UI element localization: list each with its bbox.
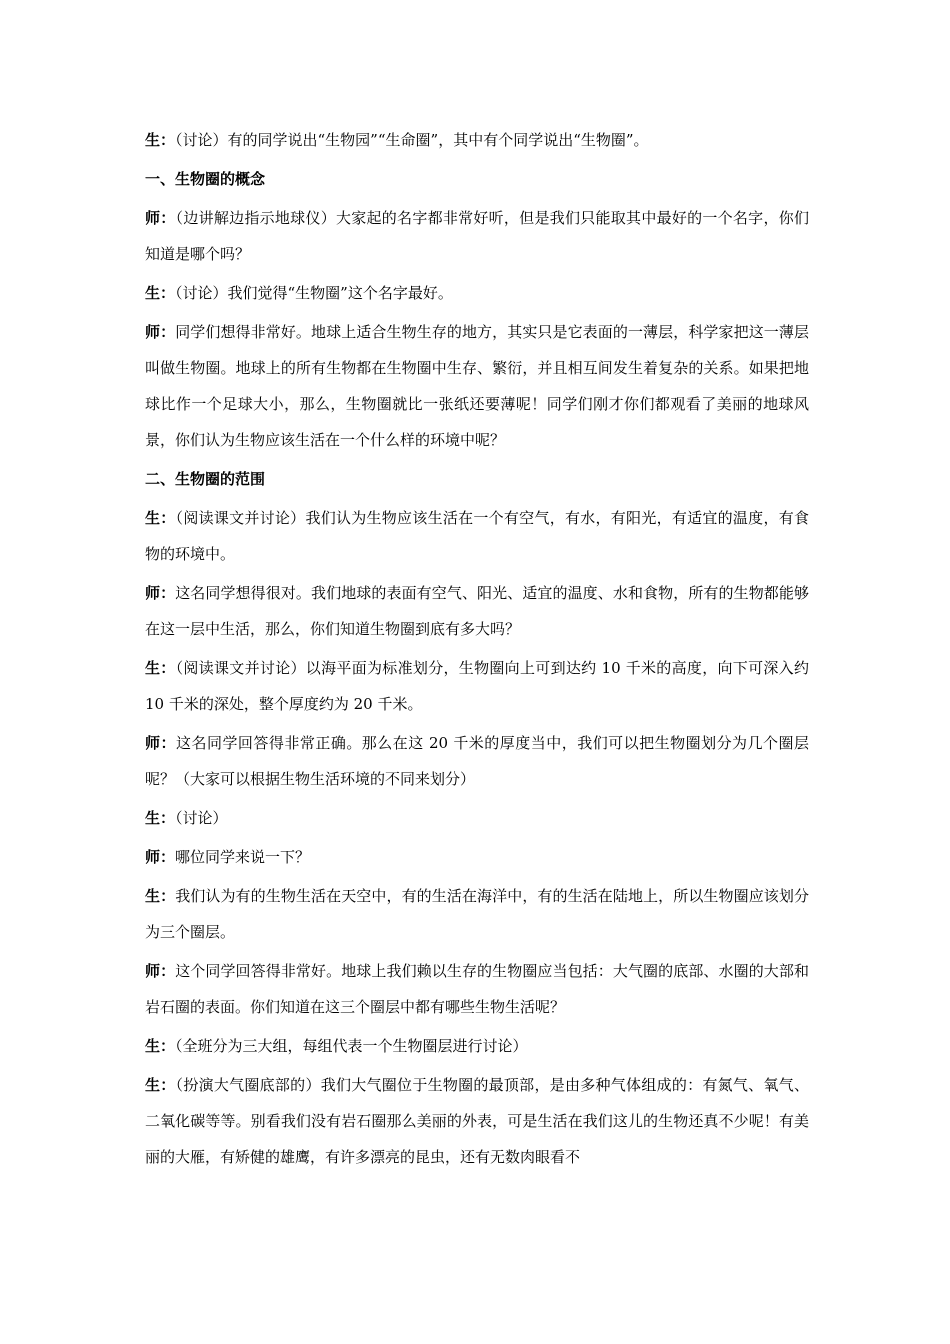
section-heading: 一、生物圈的概念: [145, 170, 266, 188]
dialogue-text: 这个同学回答得非常好。地球上我们赖以生存的生物圈应当包括：大气圈的底部、水圈的大部和岩石圈的表面。你们知道在这三个圈层中都有哪些生物生活呢？: [145, 962, 809, 1016]
dialogue-paragraph: [145, 575, 809, 647]
speaker-label: 师：: [145, 734, 176, 752]
dialogue-paragraph: [145, 122, 809, 158]
dialogue-text: 同学们想得非常好。地球上适合生物生存的地方，其实只是它表面的一薄层，科学家把这一薄层叫做生物圈。地球上的所有生物都在生物圈中生存、繁衍，并且相互间发生着复杂的关系。如果把地球比作一个足球大小，那么，生物圈就比一张纸还要薄呢！同学们刚才你们都观看了美丽的地球风景，你们认为生物应该生活在一个什么样的环境中呢？: [145, 323, 809, 449]
speaker-label: 师：: [145, 848, 176, 866]
speaker-label: 师：: [145, 962, 176, 980]
dialogue-text: （全班分为三大组，每组代表一个生物圈层进行讨论）: [175, 1037, 528, 1055]
dialogue-paragraph: [145, 650, 809, 722]
speaker-label: 生：: [145, 131, 176, 149]
dialogue-text: （阅读课文并讨论）以海平面为标准划分，生物圈向上可到达约 10 千米的高度，向下可深入约 10 千米的深处，整个厚度约为 20 千米。: [145, 659, 809, 713]
section-heading: 二、生物圈的范围: [145, 470, 266, 488]
speaker-label: 师：: [145, 323, 176, 341]
speaker-label: 生：: [145, 887, 176, 905]
dialogue-text: （扮演大气圈底部的）我们大气圈位于生物圈的最顶部，是由多种气体组成的：有氮气、氧气、二氧化碳等等。别看我们没有岩石圈那么美丽的外表，可是生活在我们这儿的生物还真不少呢！有美丽的大雁，有矫健的雄鹰，有许多漂亮的昆虫，还有无数肉眼看不: [145, 1076, 809, 1166]
dialogue-text: （讨论）我们觉得“生物圈”这个名字最好。: [175, 284, 453, 302]
speaker-label: 师：: [145, 209, 176, 227]
dialogue-paragraph: [145, 800, 809, 836]
dialogue-paragraph: [145, 725, 809, 797]
dialogue-paragraph: [145, 1067, 809, 1175]
dialogue-text: （阅读课文并讨论）我们认为生物应该生活在一个有空气，有水，有阳光，有适宜的温度，有食物的环境中。: [145, 509, 809, 563]
dialogue-paragraph: [145, 500, 809, 572]
dialogue-text: 这名同学想得很对。我们地球的表面有空气、阳光、适宜的温度、水和食物，所有的生物都能够在这一层中生活，那么，你们知道生物圈到底有多大吗？: [145, 584, 809, 638]
dialogue-paragraph: [145, 839, 809, 875]
dialogue-paragraph: [145, 275, 809, 311]
document-body: [145, 122, 809, 1178]
speaker-label: 生：: [145, 1076, 176, 1094]
dialogue-paragraph: [145, 200, 809, 272]
speaker-label: 生：: [145, 659, 176, 677]
speaker-label: 生：: [145, 284, 176, 302]
speaker-label: 生：: [145, 809, 176, 827]
dialogue-paragraph: [145, 1028, 809, 1064]
dialogue-paragraph: [145, 953, 809, 1025]
dialogue-text: 这名同学回答得非常正确。那么在这 20 千米的厚度当中，我们可以把生物圈划分为几个圈层呢？（大家可以根据生物生活环境的不同来划分）: [145, 734, 809, 788]
dialogue-text: 我们认为有的生物生活在天空中，有的生活在海洋中，有的生活在陆地上，所以生物圈应该划分为三个圈层。: [145, 887, 809, 941]
speaker-label: 师：: [145, 584, 176, 602]
dialogue-paragraph: [145, 314, 809, 458]
dialogue-text: （讨论）: [175, 809, 228, 827]
speaker-label: 生：: [145, 509, 176, 527]
dialogue-text: 哪位同学来说一下？: [175, 848, 311, 866]
dialogue-text: （讨论）有的同学说出“生物园”“生命圈”，其中有个同学说出“生物圈”。: [175, 131, 649, 149]
dialogue-paragraph: [145, 878, 809, 950]
dialogue-text: （边讲解边指示地球仪）大家起的名字都非常好听，但是我们只能取其中最好的一个名字，你们知道是哪个吗？: [145, 209, 809, 263]
speaker-label: 生：: [145, 1037, 176, 1055]
